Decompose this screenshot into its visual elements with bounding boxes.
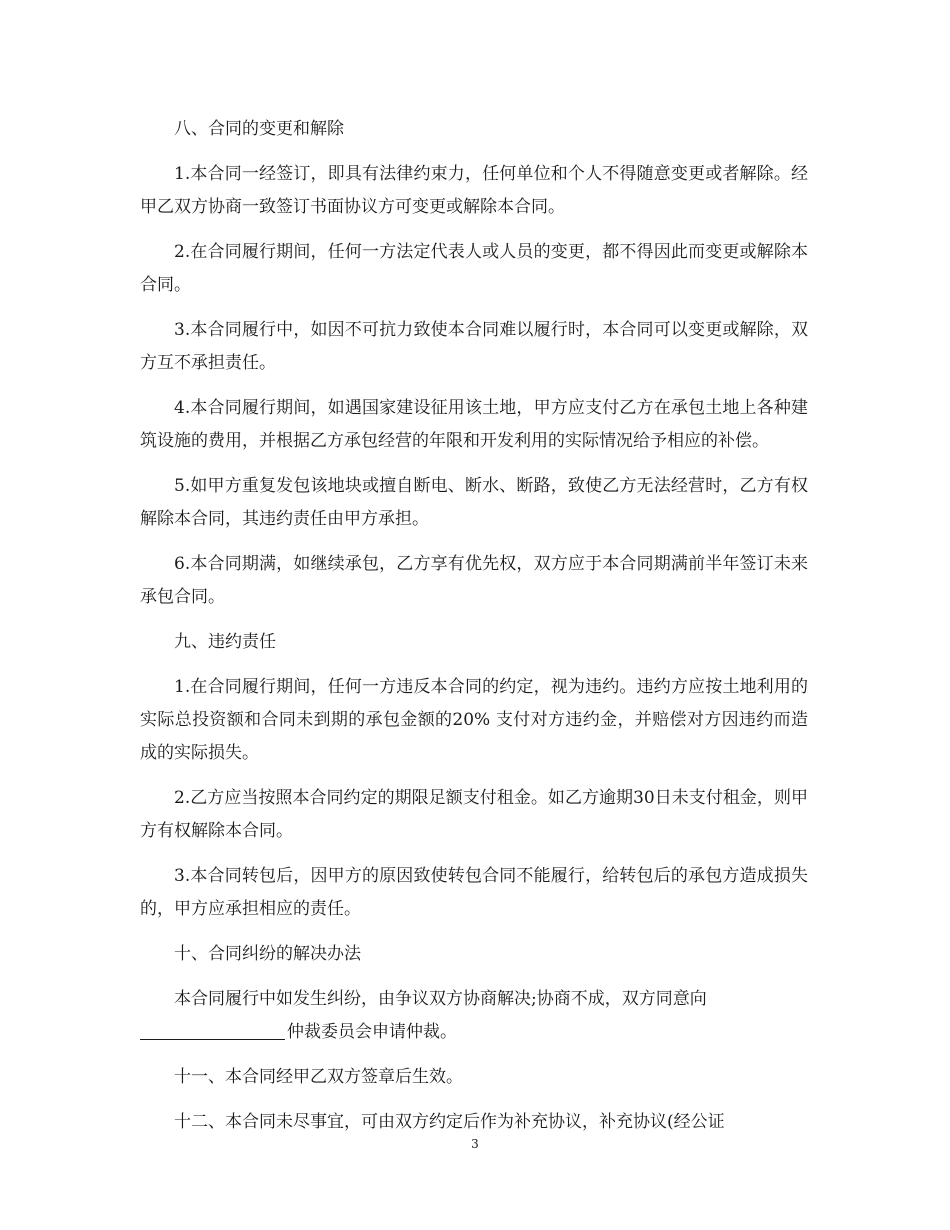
page-number: 3 xyxy=(471,1137,479,1151)
dispute-text-line2: 仲裁委员会申请仲裁。 xyxy=(287,1022,457,1042)
section-heading-9: 九、违约责任 xyxy=(174,632,276,652)
clause-8-1: 1.本合同一经签订，即具有法律约束力，任何单位和个人不得随意变更或者解除。经甲乙双方协商一致签订书面协议方可变更或解除本合同。 xyxy=(140,164,808,217)
section-heading-8: 八、合同的变更和解除 xyxy=(174,119,344,139)
clause-8-2: 2.在合同履行期间，任何一方法定代表人或人员的变更，都不得因此而变更或解除本合同。 xyxy=(140,242,808,295)
clause-9-1: 1.在合同履行期间，任何一方违反本合同的约定，视为违约。违约方应按土地利用的实际总投资额和合同未到期的承包金额的20% 支付对方违约金，并赔偿对方因违约而造成的实际损失。 xyxy=(140,677,808,763)
clause-10-text xyxy=(140,983,808,1049)
clause-11: 十一、本合同经甲乙双方签章后生效。 xyxy=(174,1067,463,1087)
arbitration-blank-line xyxy=(140,1019,285,1040)
clause-8-6: 6.本合同期满，如继续承包，乙方享有优先权，双方应于本合同期满前半年签订未来承包合同。 xyxy=(140,554,808,607)
clause-9-2: 2.乙方应当按照本合同约定的期限足额支付租金。如乙方逾期30日未支付租金，则甲方有权解除本合同。 xyxy=(140,788,808,841)
dispute-text-line1: 本合同履行中如发生纠纷，由争议双方协商解决;协商不成，双方同意向 xyxy=(174,989,707,1009)
clause-8-3: 3.本合同履行中，如因不可抗力致使本合同难以履行时，本合同可以变更或解除，双方互不承担责任。 xyxy=(140,320,808,373)
clause-8-5: 5.如甲方重复发包该地块或擅自断电、断水、断路，致使乙方无法经营时，乙方有权解除本合同，其违约责任由甲方承担。 xyxy=(140,476,808,529)
document-body xyxy=(140,113,808,1151)
section-heading-10: 十、合同纠纷的解决办法 xyxy=(174,944,361,964)
clause-8-4: 4.本合同履行期间，如遇国家建设征用该土地，甲方应支付乙方在承包土地上各种建筑设施的费用，并根据乙方承包经营的年限和开发利用的实际情况给予相应的补偿。 xyxy=(140,398,808,451)
clause-9-3: 3.本合同转包后，因甲方的原因致使转包合同不能履行，给转包后的承包方造成损失的，甲方应承担相应的责任。 xyxy=(140,866,808,919)
clause-12: 十二、本合同未尽事宜，可由双方约定后作为补充协议，补充协议(经公证 xyxy=(174,1112,725,1132)
